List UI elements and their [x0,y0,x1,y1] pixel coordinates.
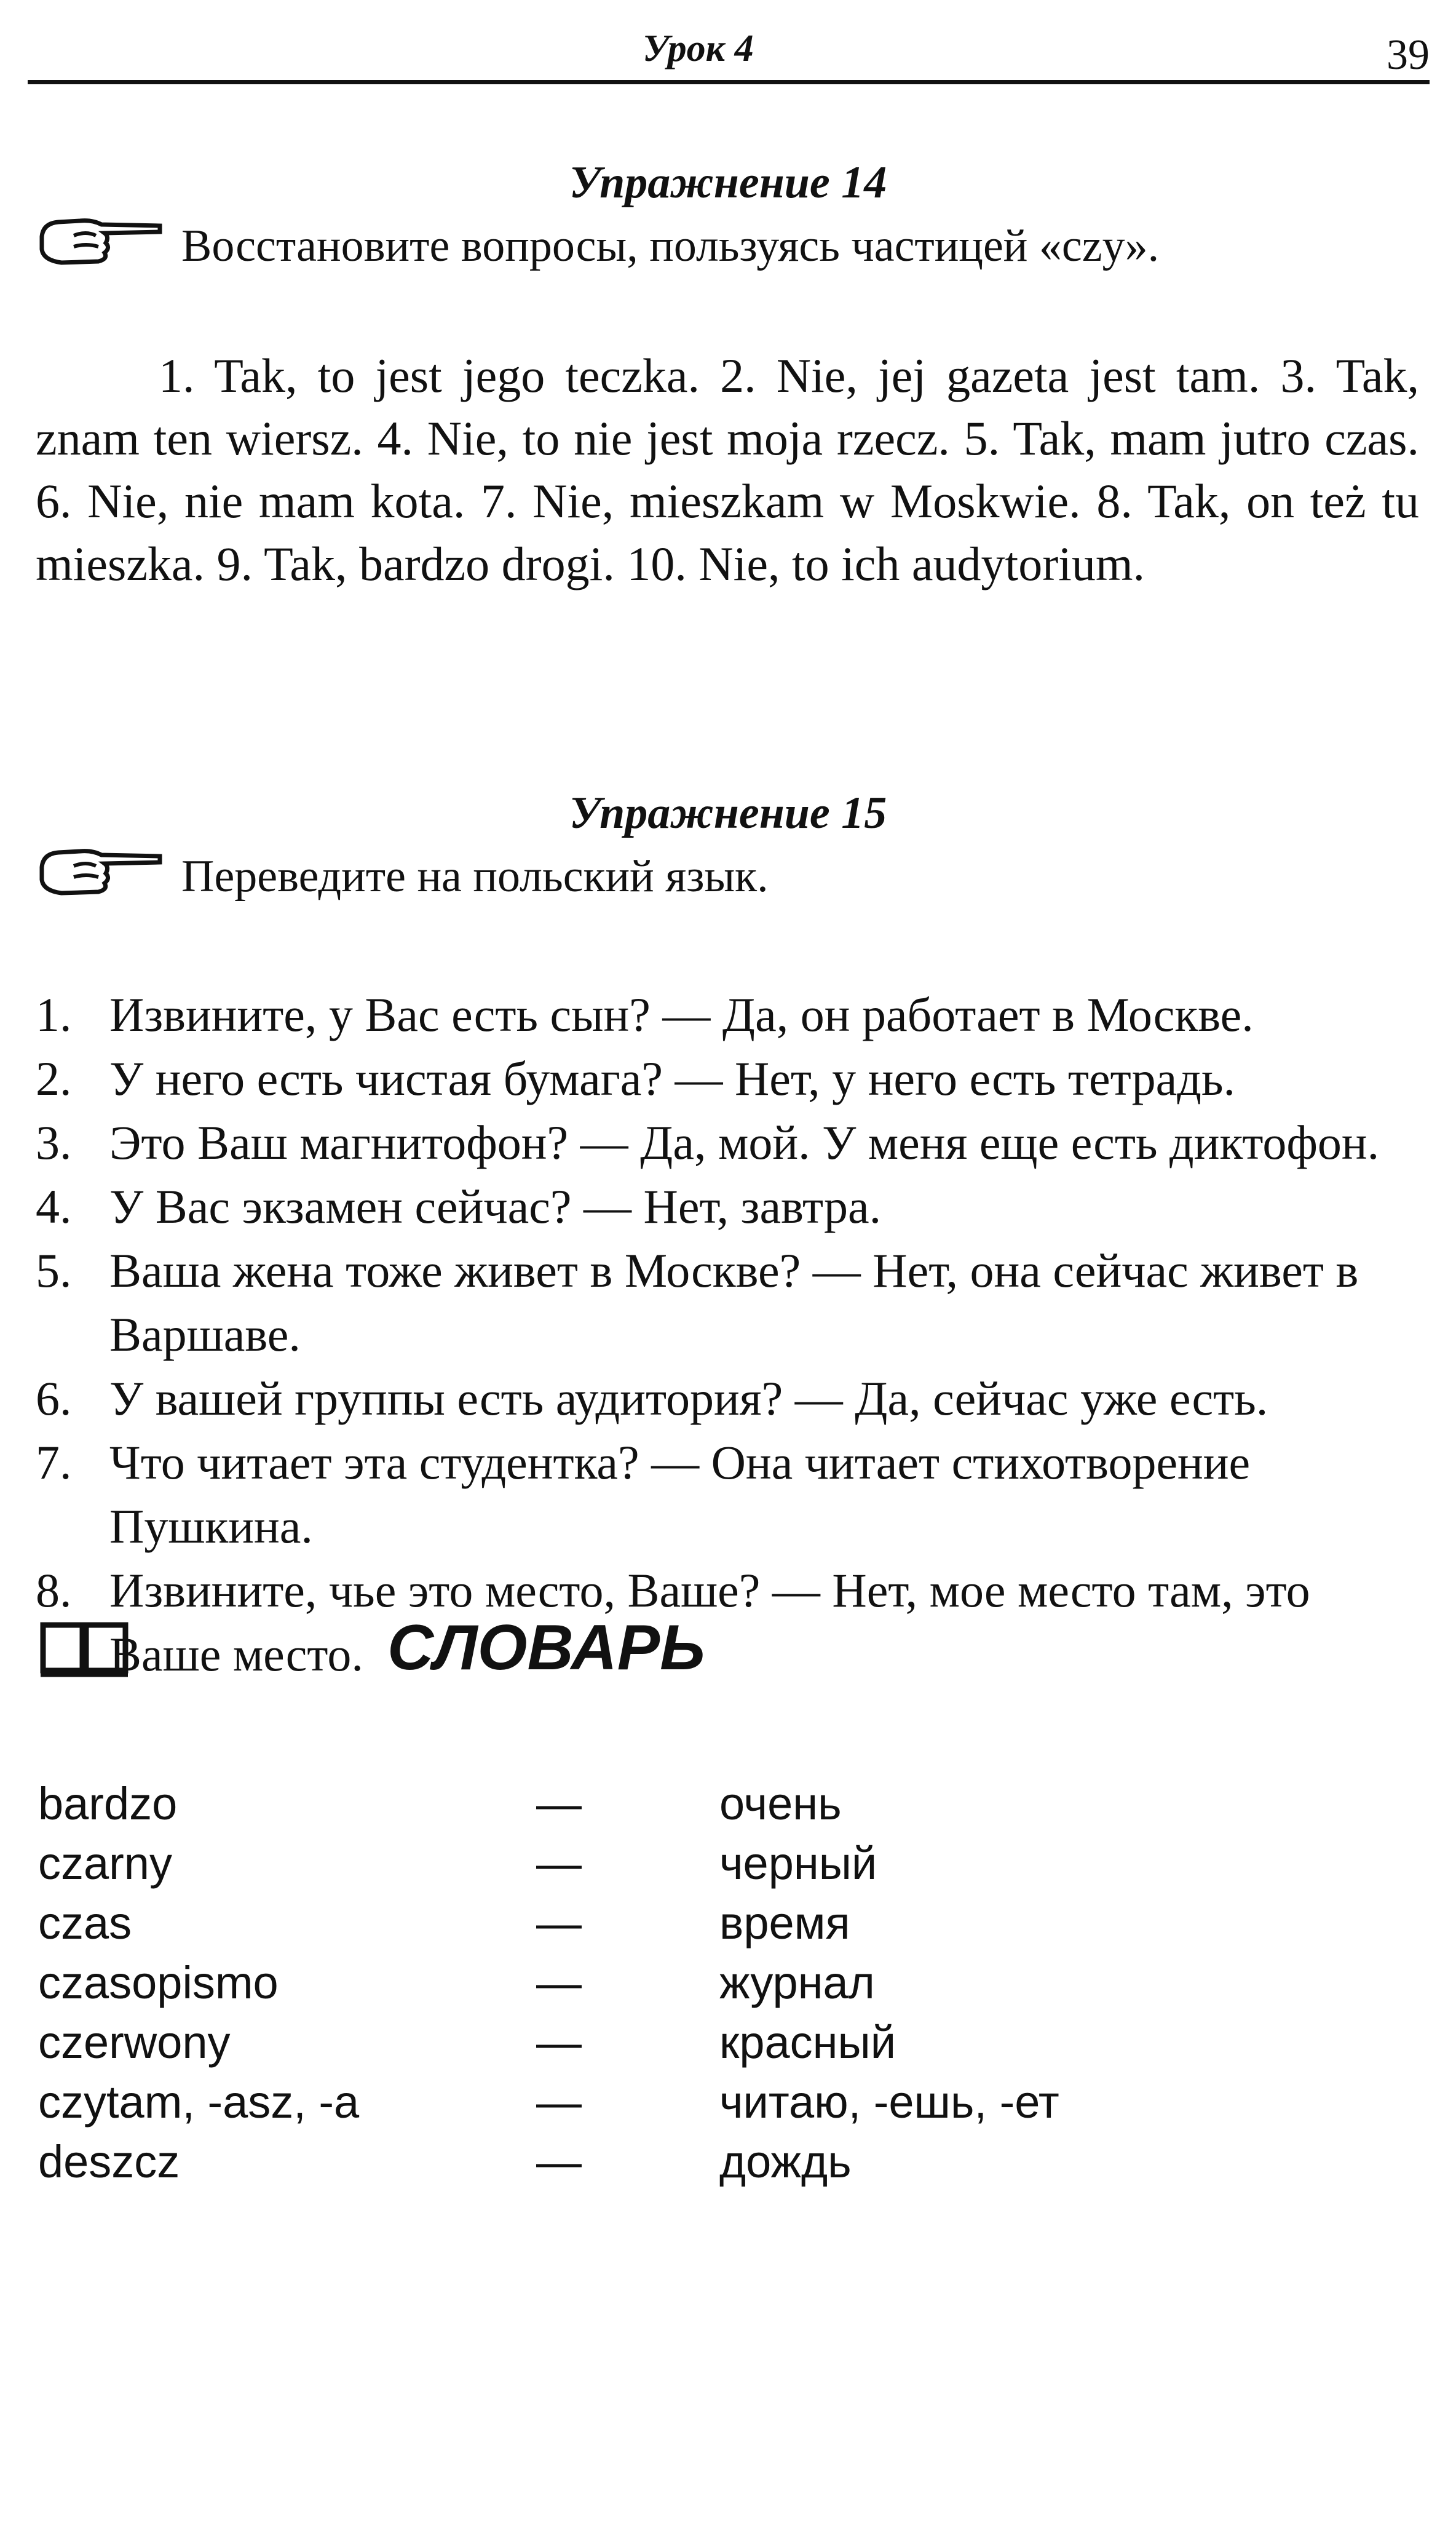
list-item: 2. У него есть чистая бумага? — Нет, у него есть тетрадь. [36,1052,1236,1105]
chapter-title: Урок 4 [643,28,754,70]
vocab-row: czarny — черный [38,1838,877,1889]
pointing-hand-icon [37,843,166,898]
vocabulary-list [38,1778,1428,2195]
exercise-14-title: Упражнение 14 [569,157,887,208]
pointing-hand-icon [37,212,166,268]
exercise-14-instruction: Восстановите вопросы, пользуясь частицей «czy». [181,221,1160,271]
list-item: 7. Что читает эта студентка? — Она читает стихотворение Пушкина. [36,1436,1251,1553]
list-item: 3. Это Ваш магнитофон? — Да, мой. У меня еще есть диктофон. [36,1116,1380,1169]
vocab-row: bardzo — очень [38,1778,842,1829]
list-item: 5. Ваша жена тоже живет в Москве? — Нет, она сейчас живет в Варшаве. [36,1244,1359,1361]
exercise-14-sentences: 1. Tak, to jest jego teczka. 2. Nie, jej gazeta jest tam. 3. Tak, znam ten wiersz. 4. Nie, to nie jest moja rzecz. 5. Tak, mam jutro czas. 6. Nie, nie mam kota. 7. Nie, mieszkam w Moskwie. 8. Tak, on też tu mieszka. 9. Tak, bardzo drogi. 10. Nie, to ich audytorium. [36,349,1419,590]
list-item: 1. Извините, у Вас есть сын? — Да, он работает в Москве. [36,988,1254,1041]
list-item: 8. Извините, чье это место, Ваше? — Нет, мое место там, это Ваше место. [36,1563,1310,1681]
exercise-15-list [36,983,1425,1687]
vocab-row: czasopismo — журнал [38,1957,875,2008]
vocab-row: czas — время [38,1897,850,1949]
list-item: 6. У вашей группы есть аудитория? — Да, сейчас уже есть. [36,1372,1268,1425]
open-book-icon [38,1616,130,1678]
vocab-row: deszcz — дождь [38,2136,852,2187]
page-number: 39 [1387,31,1430,79]
page-header [28,18,1430,86]
exercise-15-title: Упражнение 15 [569,788,887,838]
exercise-15-instruction: Переведите на польский язык. [181,851,769,902]
exercise-14-text [36,344,1419,595]
header-rule [28,80,1430,84]
vocab-row: czytam, -asz, -a — читаю, -ешь, -ет [38,2076,1059,2128]
vocab-row: czerwony — красный [38,2017,896,2068]
dictionary-title: СЛОВАРЬ [387,1612,705,1683]
list-item: 4. У Вас экзамен сейчас? — Нет, завтра. [36,1180,882,1233]
